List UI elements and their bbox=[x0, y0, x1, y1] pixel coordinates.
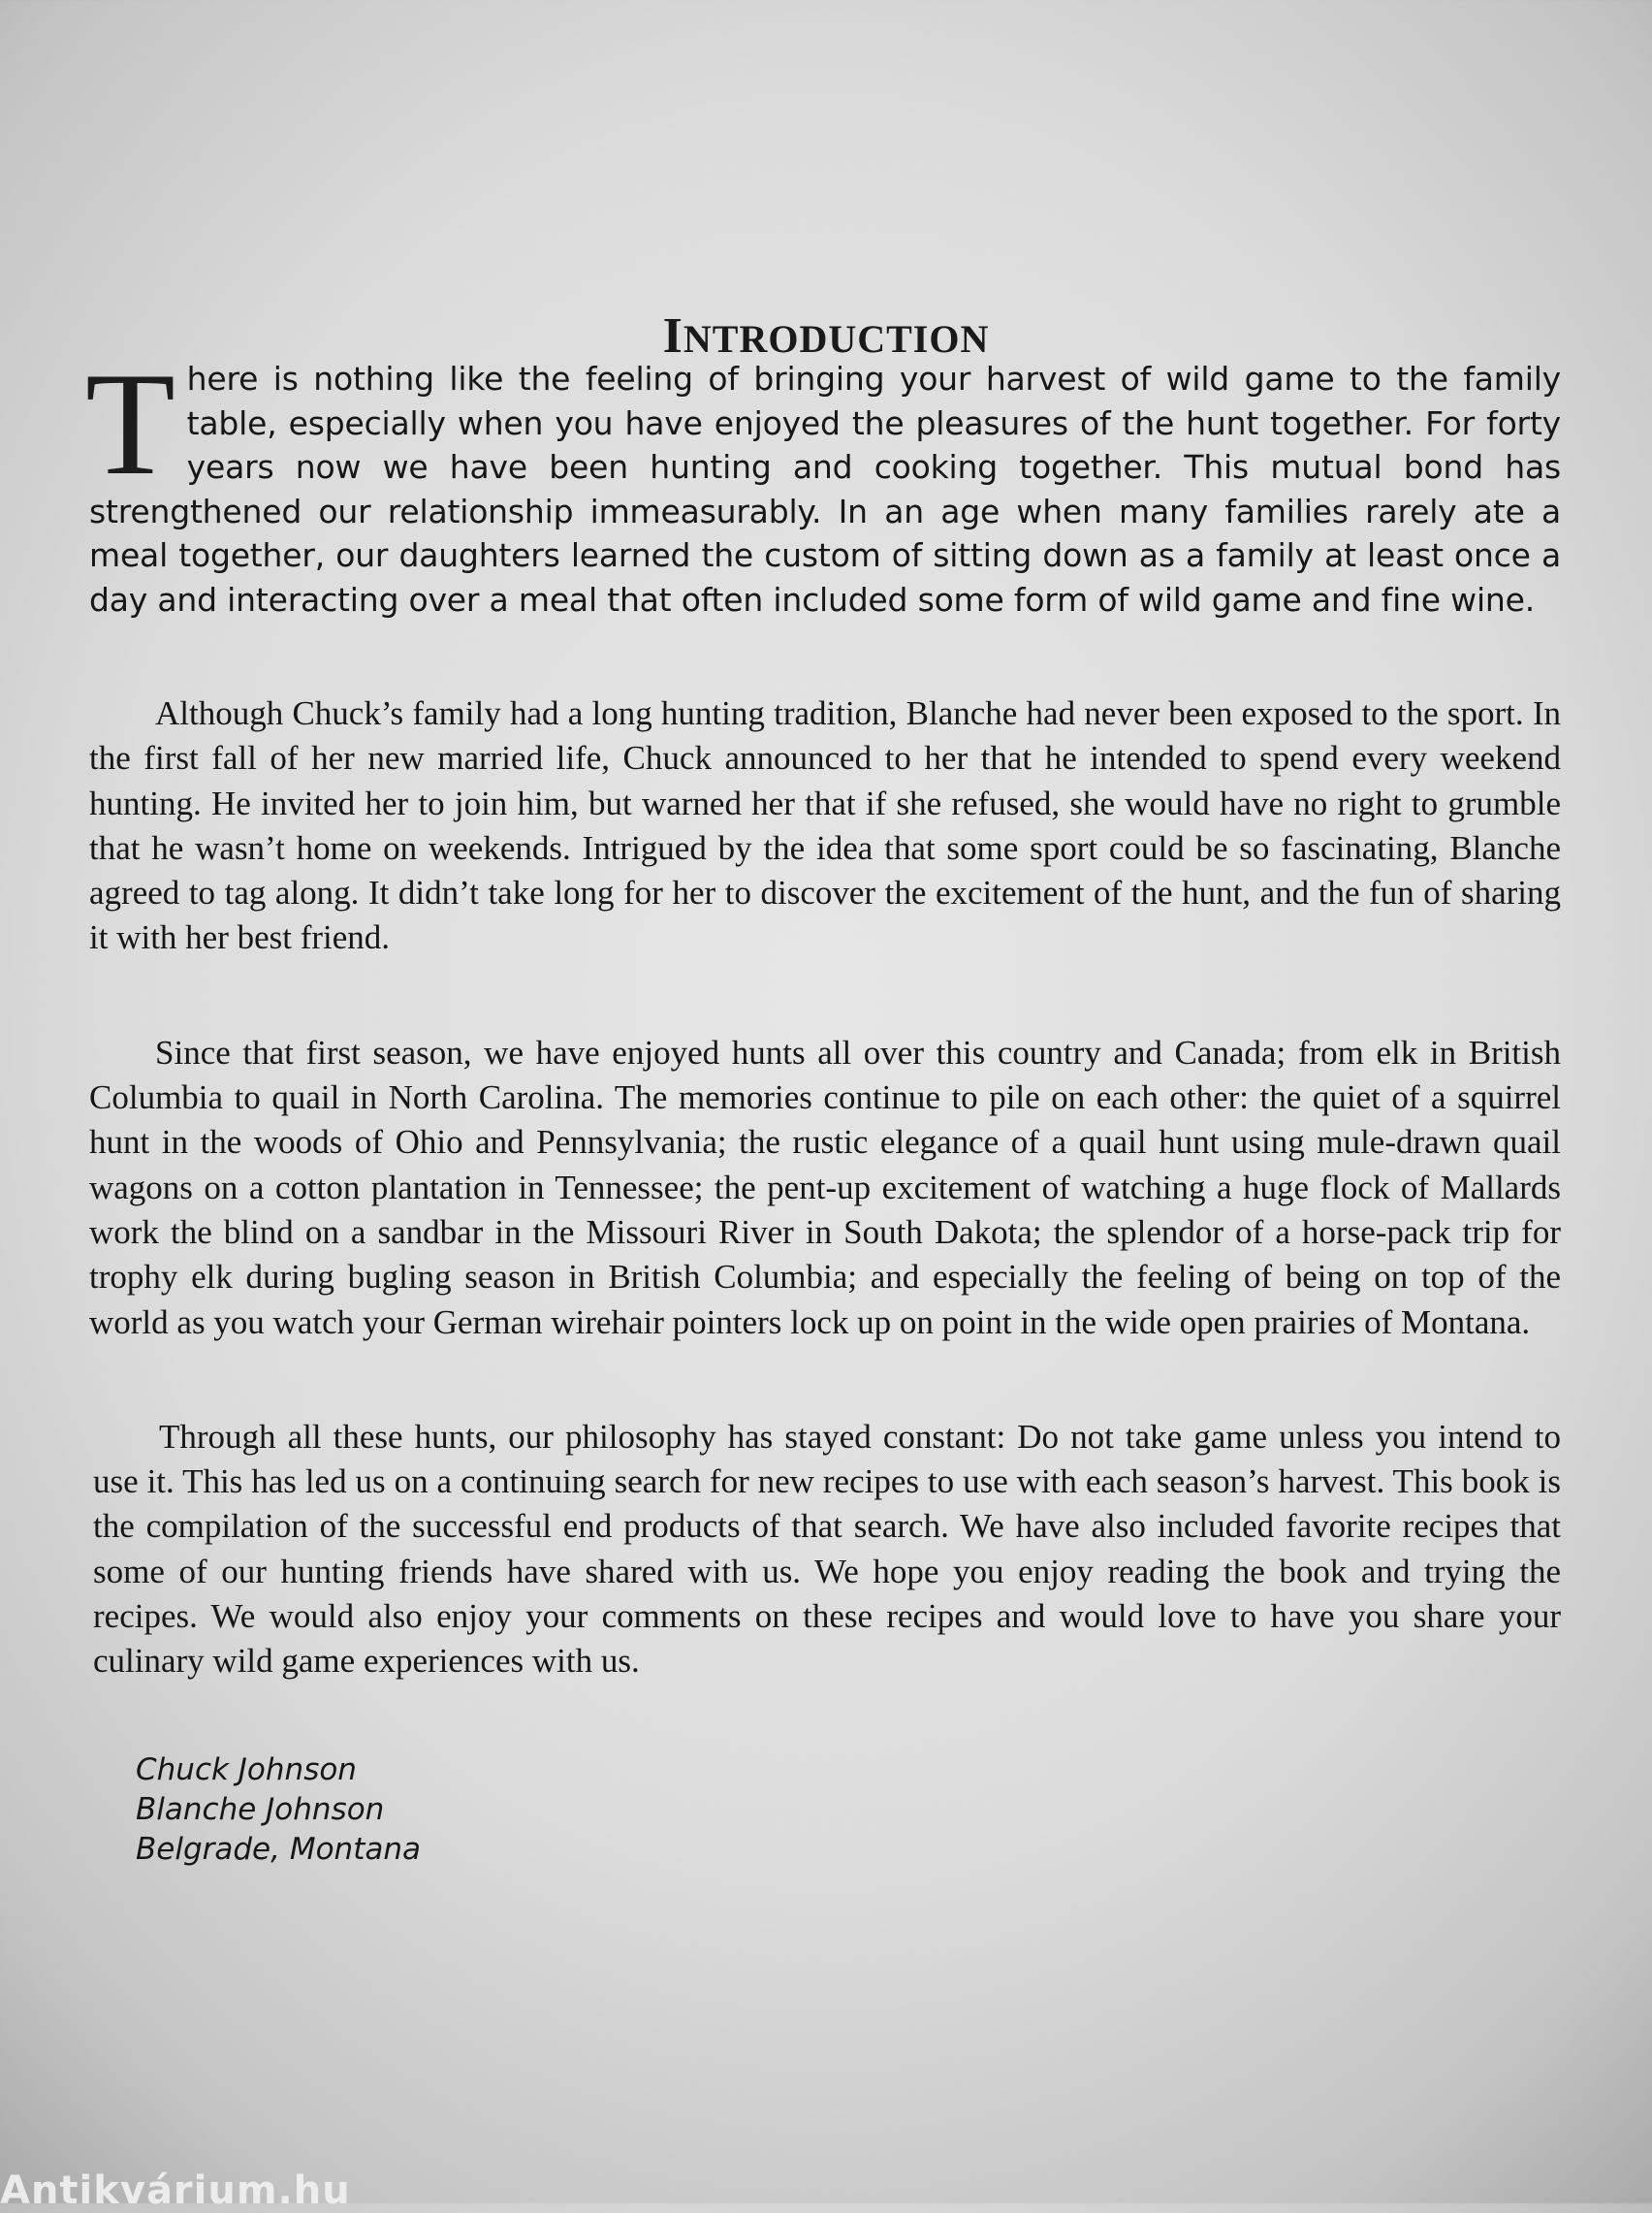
paragraph-2: Although Chuck’s family had a long hunting tradition, Blanche had never been exposed to the sport. In the first fall of her new married life, Chuck announced to her that he intended to spend every weekend hunting. He invited her to join him, but warned her that if she refused, she would have no right to grumble that he wasn’t home on weekends. Intrigued by the idea that some sport could be so fascinating, Blanche agreed to tag along. It didn’t take long for her to discover the excitement of the hunt, and the fun of sharing it with her best friend. bbox=[89, 694, 1561, 957]
signature-name-1: Chuck Johnson bbox=[136, 1751, 357, 1787]
paragraph-1 bbox=[85, 342, 1561, 622]
paragraph-3: Since that first season, we have enjoyed hunts all over this country and Canada; from elk in British Columbia to quail in North Carolina. The memories continue to pile on each other: the quiet of a squirrel hunt in the woods of Ohio and Pennsylvania; the rustic elegance of a quail hunt using mule-drawn quail wagons on a cotton plantation in Tennessee; the pent-up excitement of watching a huge flock of Mallards work the blind on a sandbar in the Missouri River in South Dakota; the splendor of a horse-pack trip for trophy elk during bugling season in British Columbia; and especially the feeling of being on top of the world as you watch your German wirehair pointers lock up on point in the wide open prairies of Montana. bbox=[89, 1033, 1561, 1341]
title-rest: NTRODUCTION bbox=[683, 316, 990, 361]
drop-cap: T bbox=[85, 342, 175, 505]
body-text bbox=[85, 342, 1561, 1870]
title-initial: I bbox=[662, 307, 683, 364]
watermark: Antikvárium.hu bbox=[0, 2168, 351, 2213]
signature-location: Belgrade, Montana bbox=[136, 1831, 421, 1867]
signature-name-2: Blanche Johnson bbox=[136, 1791, 385, 1827]
paragraph-4: Through all these hunts, our philosophy has stayed constant: Do not take game unless you intend to use it. This has led us on a continuing search for new recipes to use with each season’s harvest. This book is the compilation of the successful end products of that search. We have also included favorite recipes that some of our hunting friends have shared with us. We hope you enjoy reading the book and trying the recipes. We would also enjoy your comments on these recipes and would love to have you share your culinary wild game experiences with us. bbox=[93, 1417, 1561, 1681]
signature-block bbox=[136, 1750, 1561, 1870]
page-title bbox=[0, 307, 1652, 365]
paragraph-1-text: here is nothing like the feeling of bringing your harvest of wild game to the family table, especially when you have enjoyed the pleasures of the hunt together. For forty years now we have been hunting and cooking together. This mutual bond has strengthened our relationship immeasurably. In an age when many families rarely ate a meal together, our daughters learned the custom of sitting down as a family at least once a day and interacting over a meal that often included some form of wild game and fine wine. bbox=[89, 360, 1561, 619]
